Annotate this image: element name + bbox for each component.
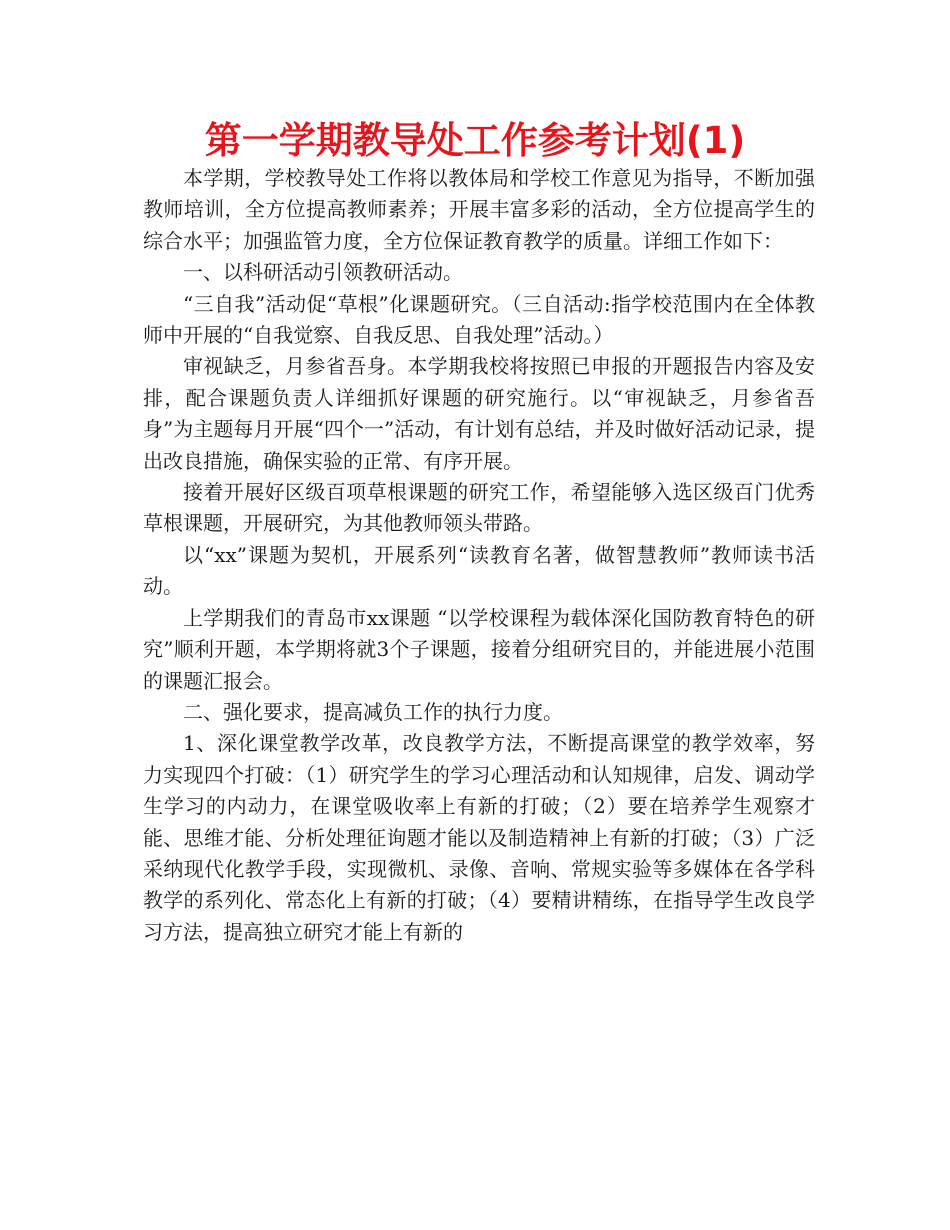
paragraph-qingdao-project: 上学期我们的青岛市xx课题 “以学校课程为载体深化国防教育特色的研究”顺利开题，本学期将就3个子课题，接着分组研究目的，并能进展小范围的课题汇报会。 [143,605,815,693]
paragraph-review: 审视缺乏，月参省吾身。本学期我校将按照已申报的开题报告内容及安排，配合课题负责人详细抓好课题的研究施行。以“审视缺乏，月参省吾身”为主题每月开展“四个一”活动，有计划有总结，并及时做好活动记录，提出改良措施，确保实验的正常、有序开展。 [143,354,815,473]
paragraph-grassroots: 接着开展好区级百项草根课题的研究工作，希望能够入选区级百门优秀草根课题，开展研究，为其他教师领头带路。 [143,480,815,536]
paragraph-classroom-reform: 1、深化课堂教学改革，改良教学方法，不断提高课堂的教学效率，努力实现四个打破：（1）研究学生的学习心理活动和认知规律，启发、调动学生学习的内动力，在课堂吸收率上有新的打破；（2）要在培养学生观察才能、思维才能、分析处理征询题才能以及制造精神上有新的打破；（3）广泛采纳现代化教学手段，实现微机、录像、音响、常规实验等多媒体在各学科教学的系列化、常态化上有新的打破；（4）要精讲精练，在指导学生改良学习方法，提高独立研究才能上有新的 [143,731,815,944]
paragraph-section-1-heading: 一、以科研活动引领教研活动。 [183,260,463,285]
paragraph-reading: 以“xx”课题为契机，开展系列“读教育名著，做智慧教师”教师读书活动。 [143,542,815,599]
document-body [143,163,815,948]
paragraph-intro: 本学期，学校教导处工作将以教体局和学校工作意见为指导，不断加强教师培训，全方位提高教师素养；开展丰富多彩的活动，全方位提高学生的综合水平；加强监管力度，全方位保证教育教学的质量。详细工作如下： [143,166,815,253]
paragraph-three-self: “三自我”活动促“草根”化课题研究。（三自活动:指学校范围内在全体教师中开展的“自我觉察、自我反思、自我处理”活动。） [143,291,815,348]
paragraph-section-2-heading: 二、强化要求，提高减负工作的执行力度。 [183,699,563,724]
document-title: 第一学期教导处工作参考计划(1) [204,119,746,162]
